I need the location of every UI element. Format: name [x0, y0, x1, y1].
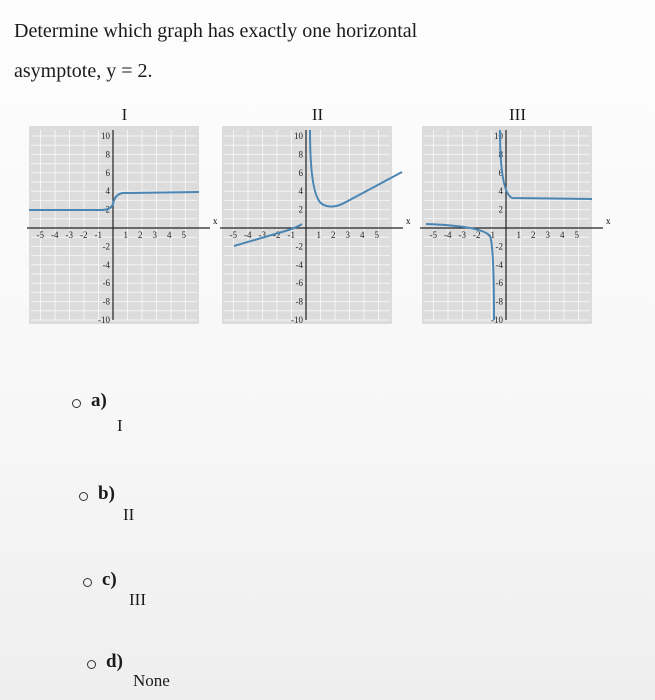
graph-ii-x-tick-label: -5 [229, 230, 237, 240]
graph-iii-x-tick-label: 3 [545, 230, 550, 240]
graph-ii-y-tick-label: 6 [298, 167, 303, 178]
option-a-letter: a) [91, 390, 107, 411]
graph-i-x-tick-label: 1 [123, 230, 128, 240]
graph-iii-y-tick-label: 10 [494, 131, 503, 141]
graph-iii-x-tick-label: -5 [429, 230, 437, 240]
graph-ii-plot [220, 106, 415, 326]
graph-iii-x-tick-label: -2 [473, 230, 481, 240]
graph-i-x-tick-label: 3 [152, 230, 157, 240]
radio-button-c[interactable] [83, 578, 92, 587]
graph-iii-title: III [509, 105, 526, 124]
graph-iii-x-tick-label: 5 [574, 230, 579, 240]
graph-i-x-label: x [213, 216, 218, 226]
graph-iii-y-tick-label: -8 [495, 296, 503, 307]
graph-ii-y-tick-label: -6 [295, 278, 303, 289]
graph-iii-x-tick-label: -1 [487, 230, 495, 240]
graph-iii [420, 106, 615, 326]
graph-i-x-tick-label: -2 [80, 230, 88, 240]
graph-ii-title: II [311, 105, 324, 124]
graph-ii-x-tick-label: 3 [345, 230, 350, 240]
graph-i-x-tick-label: -3 [65, 230, 73, 240]
graph-i-x-tick-label: 5 [181, 230, 186, 240]
graph-i-y-tick-label: 2 [105, 204, 110, 215]
graph-ii-y-tick-label: -4 [295, 259, 303, 270]
graph-ii-y-tick-label: 10 [294, 131, 303, 141]
option-b-text: II [123, 505, 135, 524]
option-d-text: None [133, 671, 170, 690]
graph-iii-y-tick-label: -10 [491, 315, 503, 325]
radio-button-d[interactable] [87, 660, 96, 669]
graph-iii-y-tick-label: -2 [495, 241, 503, 252]
graph-ii-y-tick-label: -2 [295, 241, 303, 252]
graph-ii-y-tick-label: 8 [298, 149, 303, 160]
graph-ii-y-tick-label: -10 [291, 315, 303, 325]
graph-ii-x-tick-label: -3 [258, 230, 266, 240]
graph-ii-x-tick-label: 1 [316, 230, 321, 240]
graph-i-y-tick-label: -4 [102, 259, 110, 270]
graph-i-x-tick-label: 4 [167, 230, 172, 240]
question-text-line-1: Determine which graph has exactly one horizontal [14, 20, 418, 42]
graph-ii-x-tick-label: 2 [331, 230, 336, 240]
graph-i-y-tick-label: 10 [101, 131, 110, 141]
graph-iii-x-label: x [606, 216, 611, 226]
graph-i-y-tick-label: -2 [102, 241, 110, 252]
graph-ii-x-tick-label: 5 [374, 230, 379, 240]
graph-iii-x-tick-label: 1 [516, 230, 521, 240]
graph-i-y-tick-label: -6 [102, 278, 110, 289]
radio-button-a[interactable] [72, 399, 81, 408]
option-b-letter: b) [98, 483, 115, 504]
graph-ii-x-label: x [406, 216, 411, 226]
graph-iii-y-tick-label: 8 [498, 149, 503, 160]
graph-ii-y-tick-label: 4 [298, 186, 303, 197]
graph-iii-x-tick-label: 4 [560, 230, 565, 240]
graph-i-x-tick-label: -4 [51, 230, 59, 240]
option-c-letter: c) [102, 569, 117, 590]
graph-i-y-tick-label: 6 [105, 167, 110, 178]
graph-iii-y-tick-label: 4 [498, 186, 503, 197]
graph-i-y-tick-label: -8 [102, 296, 110, 307]
graph-iii-plot [420, 106, 615, 326]
graph-ii-y-tick-label: -8 [295, 296, 303, 307]
graph-ii-x-tick-label: -4 [244, 230, 252, 240]
graph-i-y-tick-label: -10 [98, 315, 110, 325]
radio-button-b[interactable] [79, 492, 88, 501]
graph-iii-x-tick-label: 2 [531, 230, 536, 240]
graph-iii-y-tick-label: 2 [498, 204, 503, 215]
graph-iii-x-tick-label: -3 [458, 230, 466, 240]
option-c-text: III [129, 590, 146, 609]
option-d-letter: d) [106, 651, 123, 672]
graph-iii-y-tick-label: 6 [498, 167, 503, 178]
graph-ii-y-tick-label: 2 [298, 204, 303, 215]
graph-iii-x-tick-label: -4 [444, 230, 452, 240]
graph-i-plot [27, 106, 222, 326]
graph-ii-x-tick-label: 4 [360, 230, 365, 240]
graph-i-x-tick-label: 2 [138, 230, 143, 240]
graph-ii-x-tick-label: -2 [273, 230, 281, 240]
graph-i-x-tick-label: -5 [36, 230, 44, 240]
graph-i-title: I [121, 105, 128, 124]
question-text-line-2: asymptote, y = 2. [14, 60, 153, 82]
graph-ii [220, 106, 415, 326]
graph-ii-x-tick-label: -1 [287, 230, 295, 240]
graph-i-y-tick-label: 4 [105, 186, 110, 197]
graph-i-y-tick-label: 8 [105, 149, 110, 160]
graph-iii-y-tick-label: -4 [495, 259, 503, 270]
graph-i-x-tick-label: -1 [94, 230, 102, 240]
option-a-text: I [117, 416, 123, 435]
graph-i [27, 106, 222, 326]
graph-iii-y-tick-label: -6 [495, 278, 503, 289]
